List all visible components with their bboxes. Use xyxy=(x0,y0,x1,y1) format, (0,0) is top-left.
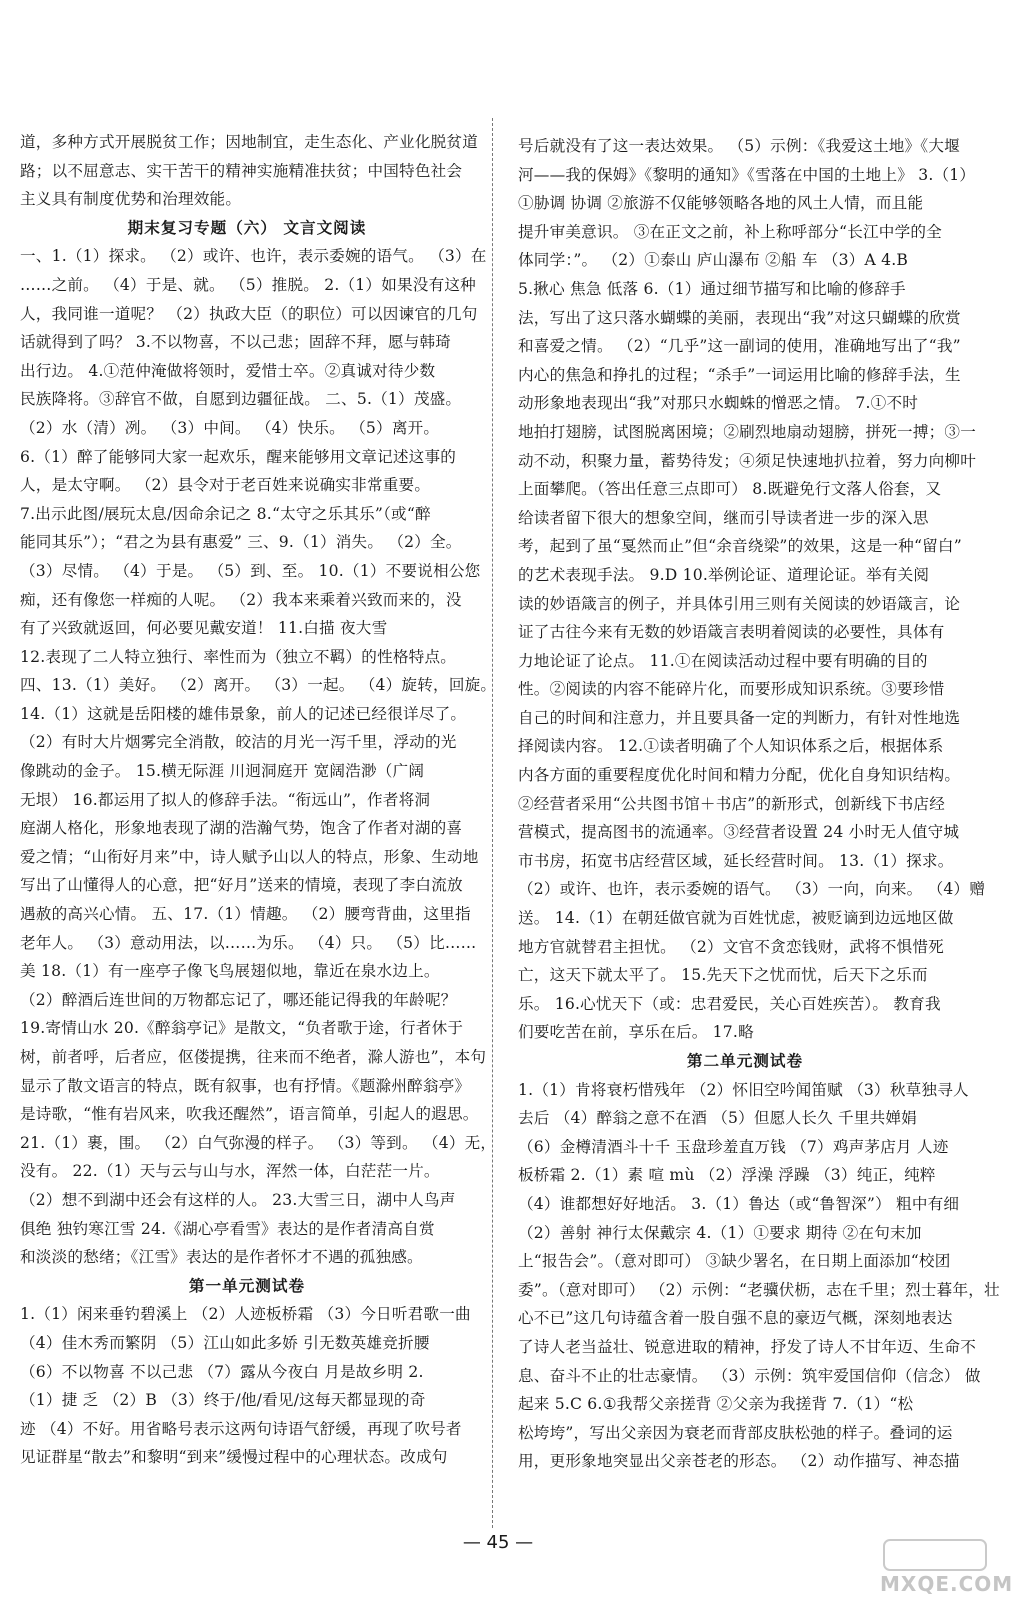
text-line: 送。 14.（1）在朝廷做官就为百姓忧虑，被贬谪到边远地区做 xyxy=(518,909,954,928)
text-line: 性。②阅读的内容不能碎片化，而要形成知识系统。③要珍惜 xyxy=(518,680,945,699)
text-line: 庭湖人格化，形象地表现了湖的浩瀚气势，饱含了作者对湖的喜 xyxy=(20,819,463,838)
text-line: 松垮垮”，写出父亲因为衰老而背部皮肤松弛的样子。叠词的运 xyxy=(518,1423,953,1442)
text-line: 地方官就替君主担忧。 （2）文官不贪恋钱财，武将不惧惜死 xyxy=(518,937,944,956)
text-line: 12.表现了二人特立独行、率性而为（独立不羁）的性格特点。 xyxy=(20,647,457,666)
text-line: 法，写出了这只落水蝴蝶的美丽，表现出“我”对这只蝴蝶的欣赏 xyxy=(518,308,961,327)
text-line: 1.（1）肯将衰朽惜残年 （2）怀旧空吟闻笛赋 （3）秋草独寻人 xyxy=(518,1080,969,1099)
text-line: ……之前。 （4）于是、就。 （5）推脱。 2.（1）如果没有这种 xyxy=(20,275,476,294)
text-line: （2）醉酒后连世间的万物都忘记了，哪还能记得我的年龄呢？ xyxy=(20,990,457,1009)
text-line: 息、奋斗不止的壮志豪情。 （3）示例：筑牢爱国信仰（信念） 做 xyxy=(518,1366,981,1385)
text-line: （2）想不到湖中还会有这样的人。 23.大雪三日，湖中人鸟声 xyxy=(20,1190,456,1209)
text-line: 无垠） 16.都运用了拟人的修辞手法。“衔远山”，作者将洞 xyxy=(20,790,431,809)
text-line: 用，更形象地突显出父亲苍老的形态。 （2）动作描写、神态描 xyxy=(518,1452,960,1471)
text-line: 地拍打翅膀，试图脱离困境；②刷烈地扇动翅膀，拼死一搏；③一 xyxy=(518,422,977,441)
text-line: 四、13.（1）美好。 （2）离开。 （3）一起。 （4）旋转，回旋。 xyxy=(20,676,497,695)
text-line: 心不已”这几句诗蕴含着一股自强不息的豪迈气概，深刻地表达 xyxy=(518,1309,953,1328)
text-line: 爱之情；“山衔好月来”中，诗人赋予山以人的特点，形象、生动地 xyxy=(20,847,479,866)
text-line: 委”。（意对即可） （2）示例：“老骥伏枥，志在千里；烈士暮年，壮 xyxy=(518,1280,1000,1299)
text-line: 了诗人老当益壮、锐意进取的精神，抒发了诗人不甘年迈、生命不 xyxy=(518,1337,977,1356)
text-line: 像跳动的金子。 15.横无际涯 川迥洞庭开 宽阔浩渺（广阔 xyxy=(20,762,425,781)
section-heading: 期末复习专题（六） 文言文阅读 xyxy=(127,218,367,237)
text-line: 给读者留下很大的想象空间，继而引导读者进一步的深入思 xyxy=(518,508,929,527)
text-line: 迹 （4）不好。用省略号表示这两句诗语气舒缓，再现了吹号者 xyxy=(20,1419,462,1438)
text-line: 们要吃苦在前，享乐在后。 17.略 xyxy=(518,1023,754,1042)
text-line: 主义具有制度优势和治理效能。 xyxy=(20,190,242,209)
text-line: 能同其乐”）；“君之为县有惠爱” 三、9.（1）消失。 （2）全。 xyxy=(20,533,462,552)
right-text-column xyxy=(518,132,1000,1476)
text-line: 1.（1）闲来垂钓碧溪上 （2）人迹板桥霜 （3）今日听君歌一曲 xyxy=(20,1305,471,1324)
text-line: 遇赦的高兴心情。 五、17.（1）情趣。 （2）腰弯背曲，这里指 xyxy=(20,905,471,924)
text-line: 显示了散文语言的特点，既有叙事，也有抒情。《题滁州醉翁亭》 xyxy=(20,1076,471,1095)
text-line: 择阅读内容。 12.①读者明确了个人知识体系之后，根据体系 xyxy=(518,737,944,756)
text-line: 树，前者呼，后者应，伛偻提携，往来而不绝者，滁人游也”，本句 xyxy=(20,1048,487,1066)
text-line: （6）金樽清酒斗十千 玉盘珍羞直万钱 （7）鸡声茅店月 人迹 xyxy=(518,1137,949,1156)
text-line: 见证群星“散去”和黎明“到来”缓慢过程中的心理状态。改成句 xyxy=(20,1448,448,1467)
text-line: 上“报告会”。（意对即可） ③缺少署名，在日期上面添加“校团 xyxy=(518,1252,951,1271)
text-line: （4）佳木秀而繁阴 （5）江山如此多娇 引无数英雄竞折腰 xyxy=(20,1333,430,1352)
text-line: 没有。 22.（1）天与云与山与水，浑然一体，白茫茫一片。 xyxy=(20,1162,440,1181)
text-line: （2）善射 神行太保戴宗 4.（1）①要求 期待 ②在句末加 xyxy=(518,1223,922,1242)
text-line: 出行边。 4.①范仲淹做将领时，爱惜士卒。②真诚对待少数 xyxy=(20,361,436,380)
watermark-domain: MXQE.COM xyxy=(880,1572,1013,1596)
text-line: 和淡淡的愁绪；《江雪》表达的是作者怀才不遇的孤独感。 xyxy=(20,1248,423,1267)
text-line: 美 18.（1）有一座亭子像飞鸟展翅似地，靠近在泉水边上。 xyxy=(20,962,440,981)
text-line: 14.（1）这就是岳阳楼的雄伟景象，前人的记述已经很详尽了。 xyxy=(20,704,467,723)
text-line: 读的妙语箴言的例子，并具体引用三则有关阅读的妙语箴言，论 xyxy=(518,594,961,613)
text-line: 痴，还有像您一样痴的人呢。 （2）我本来乘着兴致而来的，没 xyxy=(20,590,462,609)
text-line: 提升审美意识。 ③在正文之前，补上称呼部分“长江中学的全 xyxy=(518,222,942,241)
text-line: 号后就没有了这一表达效果。 （5）示例：《我爱这土地》《大堰 xyxy=(518,137,960,155)
text-line: （2）水（清）冽。 （3）中间。 （4）快乐。 （5）离开。 xyxy=(20,418,440,437)
text-line: 6.（1）醉了能够同大家一起欢乐，醒来能够用文章记述这事的 xyxy=(20,447,457,466)
text-line: 是诗歌，“惟有岩风来，吹我还醒然”，语言简单，引起人的遐思。 xyxy=(20,1105,479,1124)
text-line: 内各方面的重要程度优化时间和精力分配，优化自身知识结构。 xyxy=(518,766,961,785)
text-line: 21.（1）裹，围。 （2）白气弥漫的样子。 （3）等到。 （4）无， xyxy=(20,1133,497,1152)
text-line: 话就得到了吗？ 3.不以物喜，不以己悲；固辞不拜，愿与韩琦 xyxy=(20,333,452,352)
text-line: 老年人。 （3）意动用法，以……为乐。 （4）只。 （5）比…… xyxy=(20,933,477,952)
text-line: 一、1.（1）探求。 （2）或许、也许，表示委婉的语气。 （3）在 xyxy=(20,247,487,266)
text-line: 动不动，积聚力量，蓄势待发；④须足快速地扒拉着，努力向柳叶 xyxy=(518,451,977,470)
text-line: （6）不以物喜 不以己悲 （7）露从今夜白 月是故乡明 2. xyxy=(20,1362,424,1381)
page-number: — 45 — xyxy=(462,1532,534,1553)
watermark-logo xyxy=(880,1536,1013,1596)
text-line: 动形象地表现出“我”对那只水蜘蛛的憎恶之情。 7.①不时 xyxy=(518,394,919,413)
text-line: 的艺术表现手法。 9.D 10.举例论证、道理论证。举有关阅 xyxy=(518,565,930,584)
text-line: 上面攀爬。（答出任意三点即可） 8.既避免行文落人俗套，又 xyxy=(518,480,942,499)
text-line: 亡，这天下就太平了。 15.先天下之忧而忧，后天下之乐而 xyxy=(518,966,928,985)
text-line: 市书房，拓宽书店经营区域，延长经营时间。 13.（1）探求。 xyxy=(518,851,954,870)
text-line: 写出了山懂得人的心意，把“好月”送来的情境，表现了李白流放 xyxy=(20,876,463,895)
text-line: 内心的焦急和挣扎的过程；“杀手”一词运用比喻的修辞手法，生 xyxy=(518,365,961,384)
text-line: 俱绝 独钓寒江雪 24.《湖心亭看雪》表达的是作者清高自赏 xyxy=(20,1219,435,1238)
text-line: 力地论证了论点。 11.①在阅读活动过程中要有明确的目的 xyxy=(518,651,928,670)
text-line: 乐。 16.心忧天下（或：忠君爱民，关心百姓疾苦）。 教育我 xyxy=(518,994,941,1013)
text-line: 考，起到了虽“戛然而止”但“余音绕梁”的效果，这是一种“留白” xyxy=(518,537,962,556)
text-line: 19.寄情山水 20.《醉翁亭记》是散文，“负者歌于途，行者休于 xyxy=(20,1019,464,1038)
text-line: 体同学：”。 （2）①泰山 庐山瀑布 ②船 车 （3）A 4.B xyxy=(518,251,909,270)
watermark-logo-icon xyxy=(880,1536,990,1576)
text-line: 去后 （4）醉翁之意不在酒 （5）但愿人长久 千里共婵娟 xyxy=(518,1109,917,1128)
text-line: ②经营者采用“公共图书馆＋书店”的新形式，创新线下书店经 xyxy=(518,794,945,813)
text-line: （1）捷 乏 （2）B （3）终于/他/看见/这每天都显现的奇 xyxy=(20,1391,426,1410)
text-line: （2）有时大片烟雾完全消散，皎洁的月光一泻千里，浮动的光 xyxy=(20,733,457,752)
section-heading: 第二单元测试卷 xyxy=(686,1052,804,1070)
text-line: 人，我同谁一道呢？ （2）执政大臣（的职位）可以因谏官的几句 xyxy=(20,304,478,323)
text-line: （2）或许、也许，表示委婉的语气。 （3）一向，向来。 （4）赠 xyxy=(518,880,986,899)
text-line: 7.出示此图/展玩太息/因命余记之 8.“太守之乐其乐”（或“醉 xyxy=(20,504,431,523)
section-heading: 第一单元测试卷 xyxy=(188,1276,306,1295)
column-divider xyxy=(492,118,493,1528)
text-line: 板桥霜 2.（1）素 喧 mù （2）浮澡 浮躁 （3）纯正，纯粹 xyxy=(518,1166,936,1185)
text-line: 道，多种方式开展脱贫工作；因地制宜，走生态化、产业化脱贫道 xyxy=(20,133,479,151)
text-line: （3）尽情。 （4）于是。 （5）到、至。 10.（1）不要说相公您 xyxy=(20,561,481,580)
text-line: （4）谁都想好好地活。 3.（1）鲁达（或“鲁智深”） 粗中有细 xyxy=(518,1194,960,1213)
text-line: 有了兴致就返回，何必要见戴安道！ 11.白描 夜大雪 xyxy=(20,619,388,638)
text-line: 证了古往今来有无数的妙语箴言表明着阅读的必要性，具体有 xyxy=(518,623,945,642)
text-line: 起来 5.C 6.①我帮父亲搓背 ②父亲为我搓背 7.（1）“松 xyxy=(518,1395,914,1414)
text-line: 5.揪心 焦急 低落 6.（1）通过细节描写和比喻的修辞手 xyxy=(518,279,906,298)
text-line: ①胁调 协调 ②旅游不仅能够领略各地的风土人情，而且能 xyxy=(518,194,924,213)
text-line: 河——我的保姆》《黎明的通知》《雪落在中国的土地上》 3.（1） xyxy=(518,165,976,184)
text-line: 自己的时间和注意力，并且要具备一定的判断力，有针对性地选 xyxy=(518,708,961,727)
text-line: 和喜爱之情。 （2）“几乎”这一副词的使用，准确地写出了“我” xyxy=(518,337,961,356)
left-text-column xyxy=(20,128,497,1472)
text-line: 人，是太守啊。 （2）县令对于老百姓来说确实非常重要。 xyxy=(20,476,431,495)
text-line: 路；以不屈意志、实干苦干的精神实施精准扶贫；中国特色社会 xyxy=(20,161,463,180)
text-line: 营模式，提高图书的流通率。③经营者设置 24 小时无人值守城 xyxy=(518,823,960,842)
text-line: 民族降将。③辞官不做，自愿到边疆征战。 二、5.（1）茂盛。 xyxy=(20,390,462,409)
